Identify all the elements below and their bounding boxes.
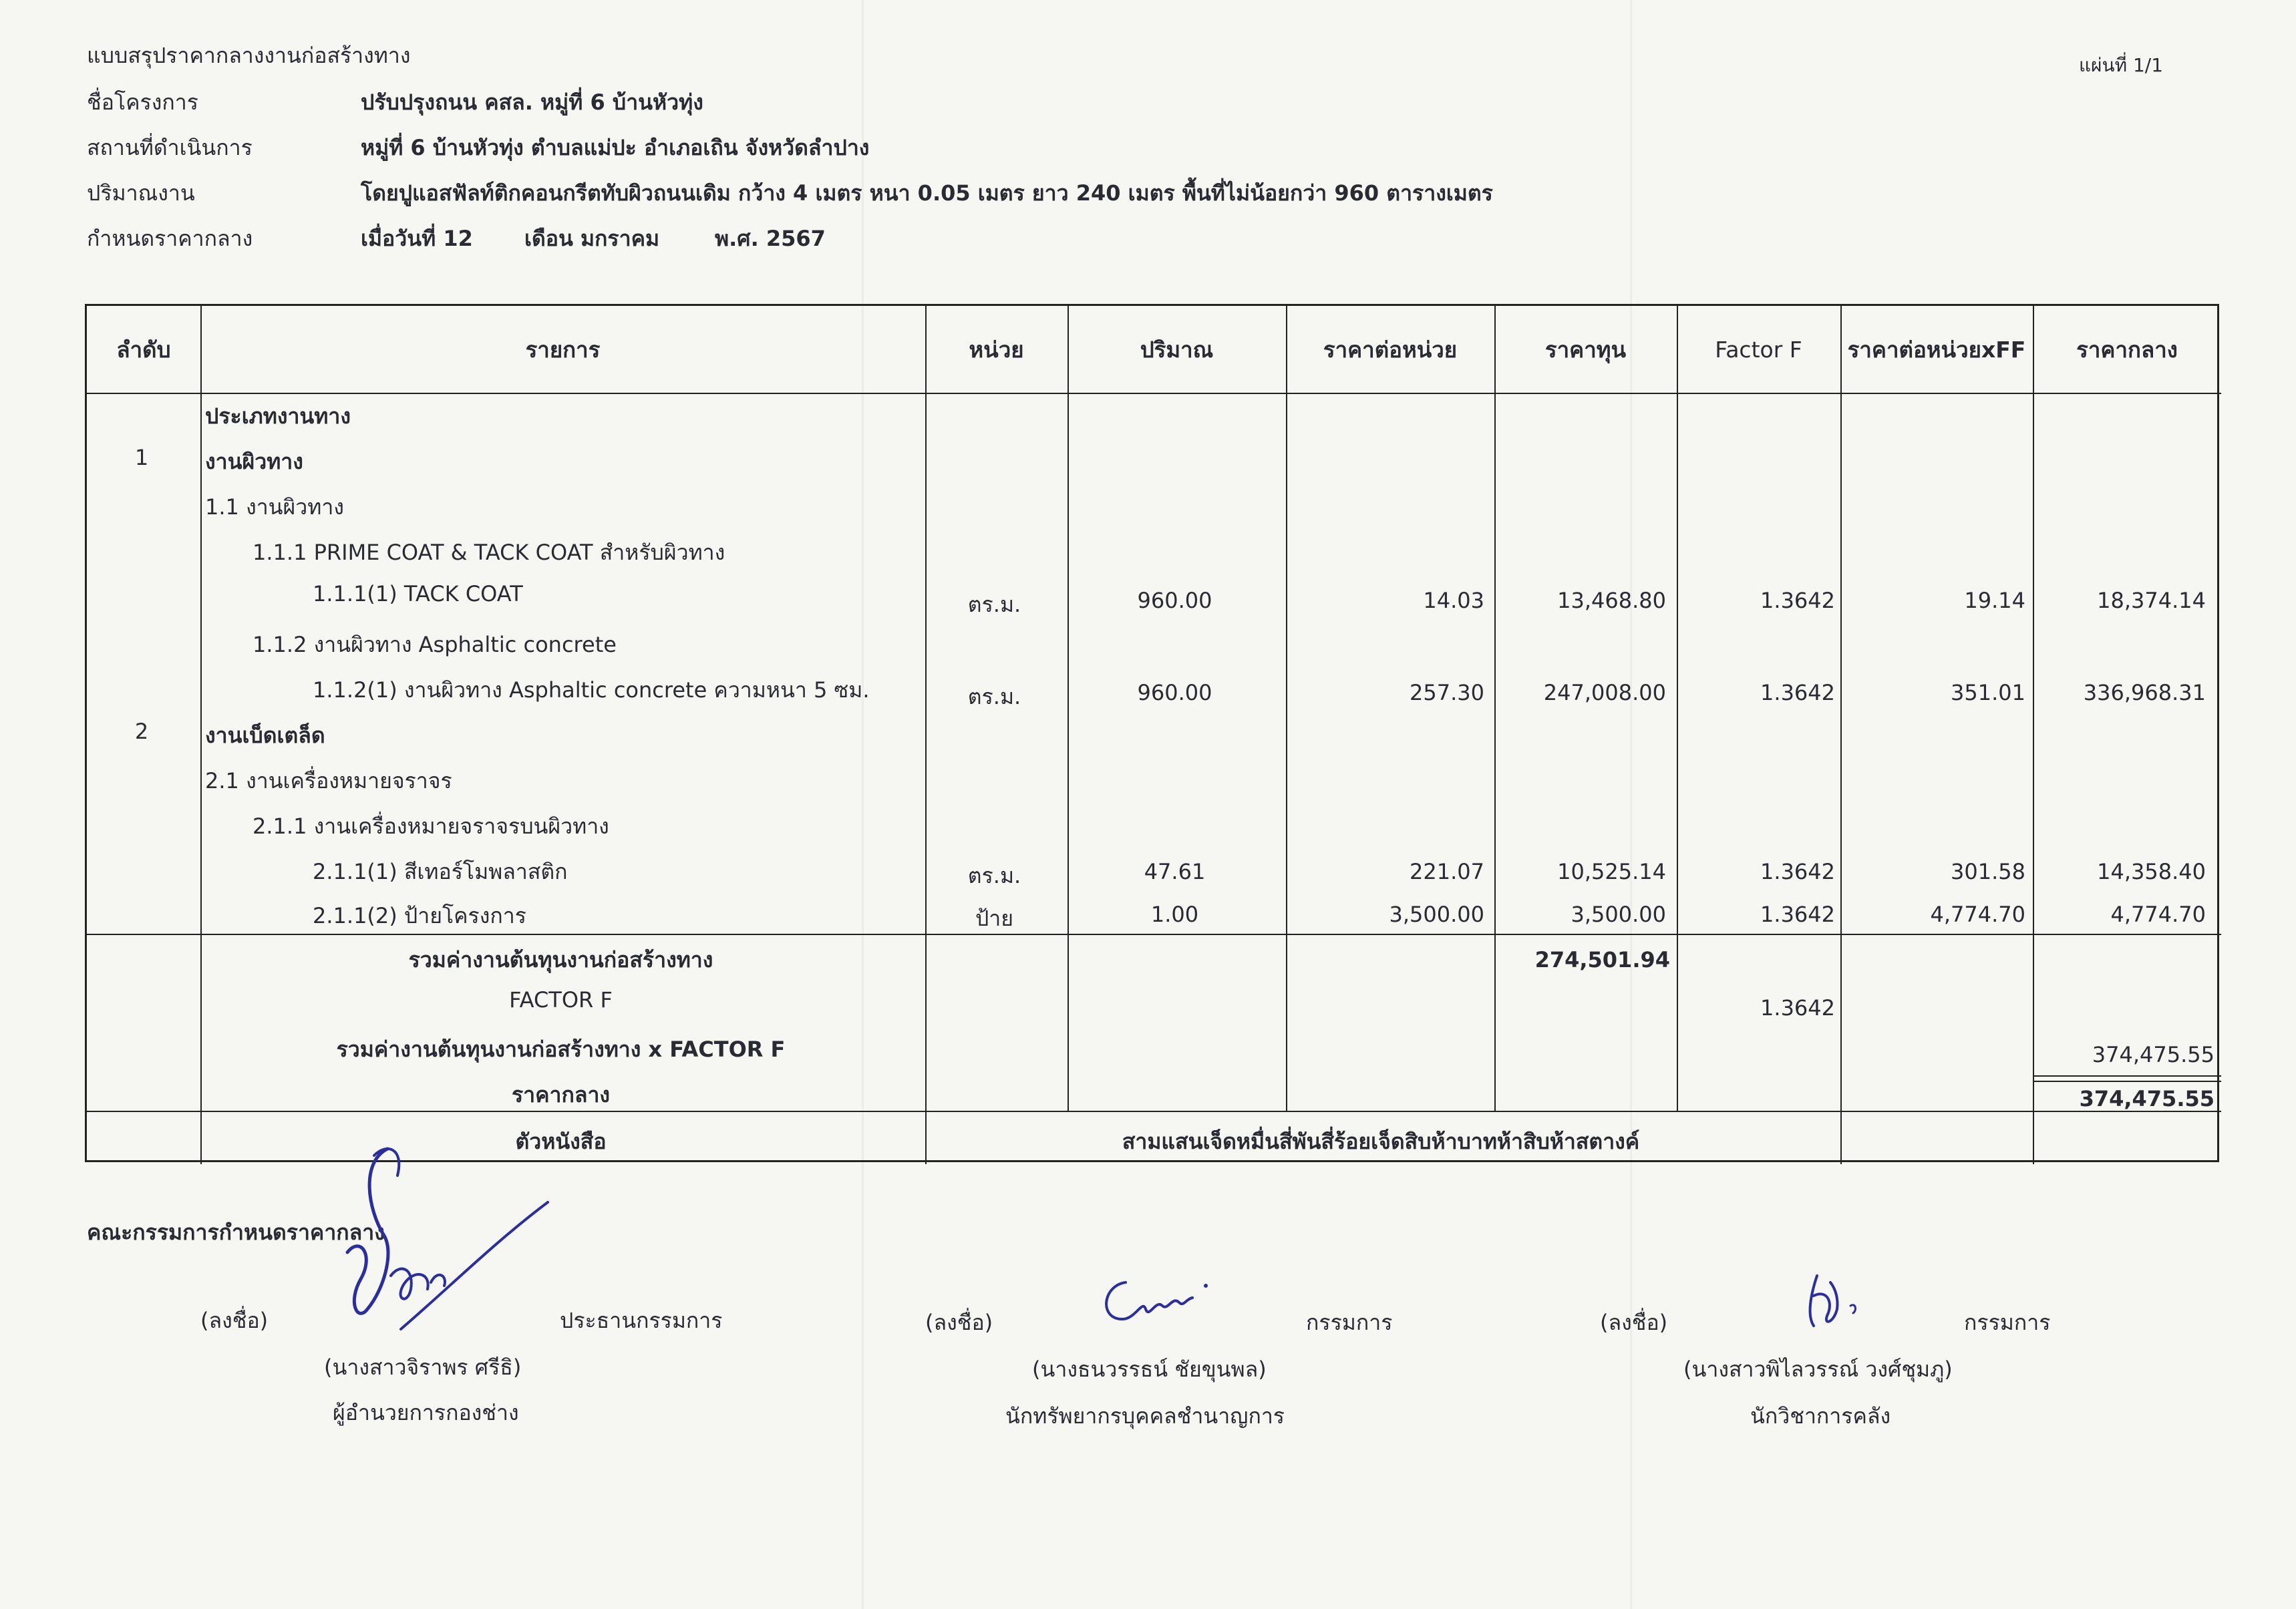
table-row-price: 3,500.00	[1389, 902, 1484, 927]
table-row-mid: 336,968.31	[2083, 680, 2206, 705]
date-day: เมื่อวันที่ 12	[361, 226, 473, 251]
table-row-mid: 18,374.14	[2097, 588, 2206, 613]
signature-chairperson	[321, 1135, 561, 1336]
total-cost-value: 274,501.94	[1534, 947, 1670, 972]
role-1: ประธานกรรมการ	[560, 1308, 723, 1333]
quantity-value: โดยปูแอสฟัลท์ติกคอนกรีตทับผิวถนนเดิม กว้าง 4 เมตร หนา 0.05 เมตร ยาว 240 เมตร พื้นที่ไม่น้อยกว่า 960 ตารางเมตร	[361, 180, 1493, 206]
name-2: (นางธนวรรธน์ ชัยขุนพล)	[1032, 1357, 1267, 1382]
table-row-cost: 3,500.00	[1571, 902, 1666, 927]
project-name-value: ปรับปรุงถนน คสล. หมู่ที่ 6 บ้านหัวทุ่ง	[361, 90, 703, 115]
sign-label-2: (ลงชื่อ)	[925, 1310, 993, 1335]
position-3: นักวิชาการคลัง	[1750, 1403, 1891, 1429]
table-row-factor: 1.3642	[1760, 680, 1835, 705]
table-row-item: 2.1.1(1) สีเทอร์โมพลาสติก	[313, 859, 568, 884]
date-year: พ.ศ. 2567	[715, 226, 826, 251]
table-row-unit: ป้าย	[975, 906, 1014, 931]
table-row-mid: 14,358.40	[2097, 859, 2206, 884]
total-x-factor-value: 374,475.55	[2092, 1042, 2215, 1067]
form-title: แบบสรุปราคากลางงานก่อสร้างทาง	[87, 43, 411, 68]
table-row-price-ff: 301.58	[1951, 859, 2025, 884]
table-row-cost: 13,468.80	[1557, 588, 1666, 613]
table-row-qty: 960.00	[1137, 680, 1212, 705]
table-row-item: 2.1.1(2) ป้ายโครงการ	[313, 903, 526, 928]
table-row-cost: 10,525.14	[1557, 859, 1666, 884]
col-header-unit-price: ราคาต่อหน่วย	[1323, 336, 1458, 363]
table-row-item: 1.1.2(1) งานผิวทาง Asphaltic concrete ความหนา 5 ซม.	[313, 677, 870, 703]
signature-member-1	[1096, 1272, 1216, 1332]
table-row-unit: ตร.ม.	[967, 592, 1021, 617]
table-row-qty: 1.00	[1150, 902, 1199, 927]
table-row-price: 221.07	[1410, 859, 1484, 884]
table-row-cost: 247,008.00	[1543, 680, 1666, 705]
location-value: หมู่ที่ 6 บ้านหัวทุ่ง ตำบลแม่ปะ อำเภอเถิน จังหวัดลำปาง	[361, 135, 870, 160]
table-row-unit: ตร.ม.	[967, 863, 1021, 888]
in-words-value: สามแสนเจ็ดหมื่นสี่พันสี่ร้อยเจ็ดสิบห้าบาทห้าสิบห้าสตางค์	[1122, 1129, 1640, 1154]
sheet-number: แผ่นที่ 1/1	[2079, 54, 2164, 76]
total-cost-label: รวมค่างานต้นทุนงานก่อสร้างทาง	[408, 947, 713, 972]
table-row-item: งานเบ็ดเตล็ด	[205, 723, 325, 748]
col-header-no: ลำดับ	[116, 336, 171, 363]
table-row-item: 2.1 งานเครื่องหมายจราจร	[205, 768, 452, 793]
table-row-factor: 1.3642	[1760, 859, 1835, 884]
role-3: กรรมการ	[1964, 1310, 2051, 1335]
table-row-price: 14.03	[1423, 588, 1484, 613]
table-row-qty: 47.61	[1144, 859, 1206, 884]
position-1: ผู้อำนวยการกองช่าง	[333, 1400, 519, 1425]
table-row-mid: 4,774.70	[2110, 902, 2206, 927]
table-row-qty: 960.00	[1137, 588, 1212, 613]
table-row-item: 1.1 งานผิวทาง	[205, 494, 344, 520]
table-row-unit: ตร.ม.	[967, 684, 1021, 709]
factor-label: FACTOR F	[509, 987, 613, 1013]
sign-label-1: (ลงชื่อ)	[200, 1308, 269, 1333]
col-header-qty: ปริมาณ	[1140, 336, 1214, 363]
mid-price-value: 374,475.55	[2079, 1086, 2215, 1111]
col-header-mid-price: ราคากลาง	[2076, 336, 2178, 363]
table-row-price-ff: 351.01	[1951, 680, 2025, 705]
table-row-price: 257.30	[1410, 680, 1484, 705]
project-name-label: ชื่อโครงการ	[87, 90, 198, 115]
table-row-price-ff: 19.14	[1964, 588, 2025, 613]
factor-value: 1.3642	[1760, 995, 1835, 1021]
table-row-item: 1.1.2 งานผิวทาง Asphaltic concrete	[253, 632, 617, 657]
quantity-label: ปริมาณงาน	[87, 180, 195, 206]
date-month: เดือน มกราคม	[524, 226, 660, 251]
location-label: สถานที่ดำเนินการ	[87, 135, 253, 160]
table-row-item: 2.1.1 งานเครื่องหมายจราจรบนผิวทาง	[253, 814, 609, 839]
table-row-item: งานผิวทาง	[205, 449, 303, 474]
col-header-cost: ราคาทุน	[1544, 336, 1627, 363]
table-row-item: 1.1.1(1) TACK COAT	[313, 581, 523, 606]
name-1: (นางสาวจิราพร ศรีธิ)	[324, 1355, 522, 1380]
mid-price-label: ราคากลาง	[511, 1082, 611, 1107]
position-2: นักทรัพยากรบุคคลชำนาญการ	[1005, 1403, 1285, 1429]
col-header-factor: Factor F	[1715, 336, 1802, 363]
table-row-price-ff: 4,774.70	[1930, 902, 2025, 927]
table-row-factor: 1.3642	[1760, 588, 1835, 613]
table-row-no: 2	[134, 719, 149, 744]
in-words-label: ตัวหนังสือ	[515, 1129, 607, 1154]
table-row-no: 1	[134, 445, 149, 470]
committee-title: คณะกรรมการกำหนดราคากลาง	[87, 1220, 385, 1245]
signature-member-2	[1797, 1269, 1877, 1336]
role-2: กรรมการ	[1306, 1310, 1393, 1335]
col-header-item: รายการ	[525, 336, 601, 363]
col-header-unit: หน่วย	[969, 336, 1024, 363]
date-label: กำหนดราคากลาง	[87, 226, 253, 251]
table-row-item: ประเภทงานทาง	[205, 403, 351, 429]
total-x-factor-label: รวมค่างานต้นทุนงานก่อสร้างทาง x FACTOR F	[336, 1037, 786, 1062]
sign-label-3: (ลงชื่อ)	[1600, 1310, 1668, 1335]
col-header-price-ff: ราคาต่อหน่วยxFF	[1847, 336, 2026, 363]
table-row-item: 1.1.1 PRIME COAT & TACK COAT สำหรับผิวทาง	[253, 540, 725, 565]
table-row-factor: 1.3642	[1760, 902, 1835, 927]
name-3: (นางสาวพิไลวรรณ์ วงศ์ชุมภู)	[1683, 1357, 1953, 1382]
